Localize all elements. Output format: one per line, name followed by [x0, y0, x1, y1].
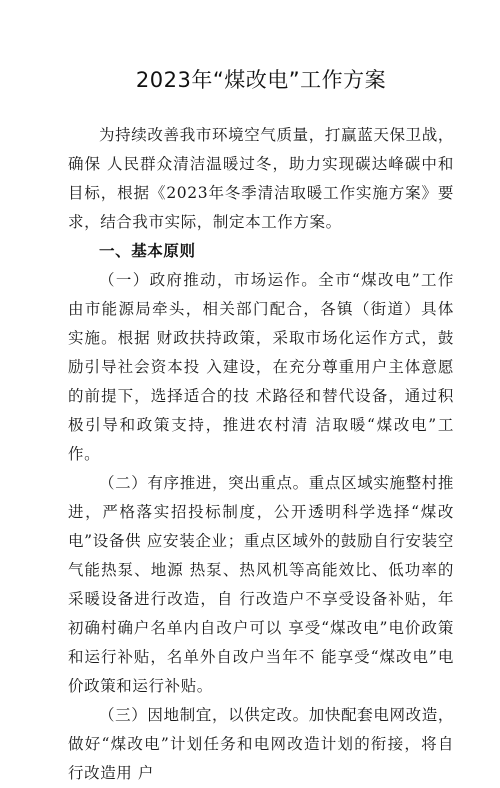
intro-paragraph: 为持续改善我市环境空气质量，打赢蓝天保卫战，确保 人民群众清洁温暖过冬，助力实现碳达峰碳中和目标，根据《2023年冬季清洁取暖工作实施方案》要求，结合我市实际，制定本工作方案。	[68, 126, 454, 231]
principle-item-2: （二）有序推进，突出重点。重点区域实施整村推进，严格落实招投标制度，公开透明科学选择“煤改电”设备供 应安装企业；重点区域外的鼓励自行安装空气能热泵、地源 热泵、热风机等高能效比、低功率的采暖设备进行改造，自 行改造户不享受设备补贴，年初确村确户名单内自改户可以 享受“煤改电”电价政策和运行补贴，名单外自改户当年不 能享受“煤改电”电价政策和运行补贴。	[68, 474, 454, 695]
section-heading-basic-principles: 一、基本原则	[99, 242, 196, 260]
principle-item-1: （一）政府推动，市场运作。全市“煤改电”工作由市能源局牵头，相关部门配合，各镇（街道）具体实施。根据 财政扶持政策，采取市场化运作方式，鼓励引导社会资本投 入建设，在充分尊重用户主体意愿的前提下，选择适合的技 术路径和替代设备，通过积极引导和政策支持，推进农村清 洁取暖“煤改电”工作。	[68, 271, 454, 463]
principle-item-3: （三）因地制宜，以供定改。加快配套电网改造，做好“煤改电”计划任务和电网改造计划的衔接，将自行改造用 户	[68, 706, 454, 782]
document-title: 2023年“煤改电”工作方案	[135, 68, 387, 92]
